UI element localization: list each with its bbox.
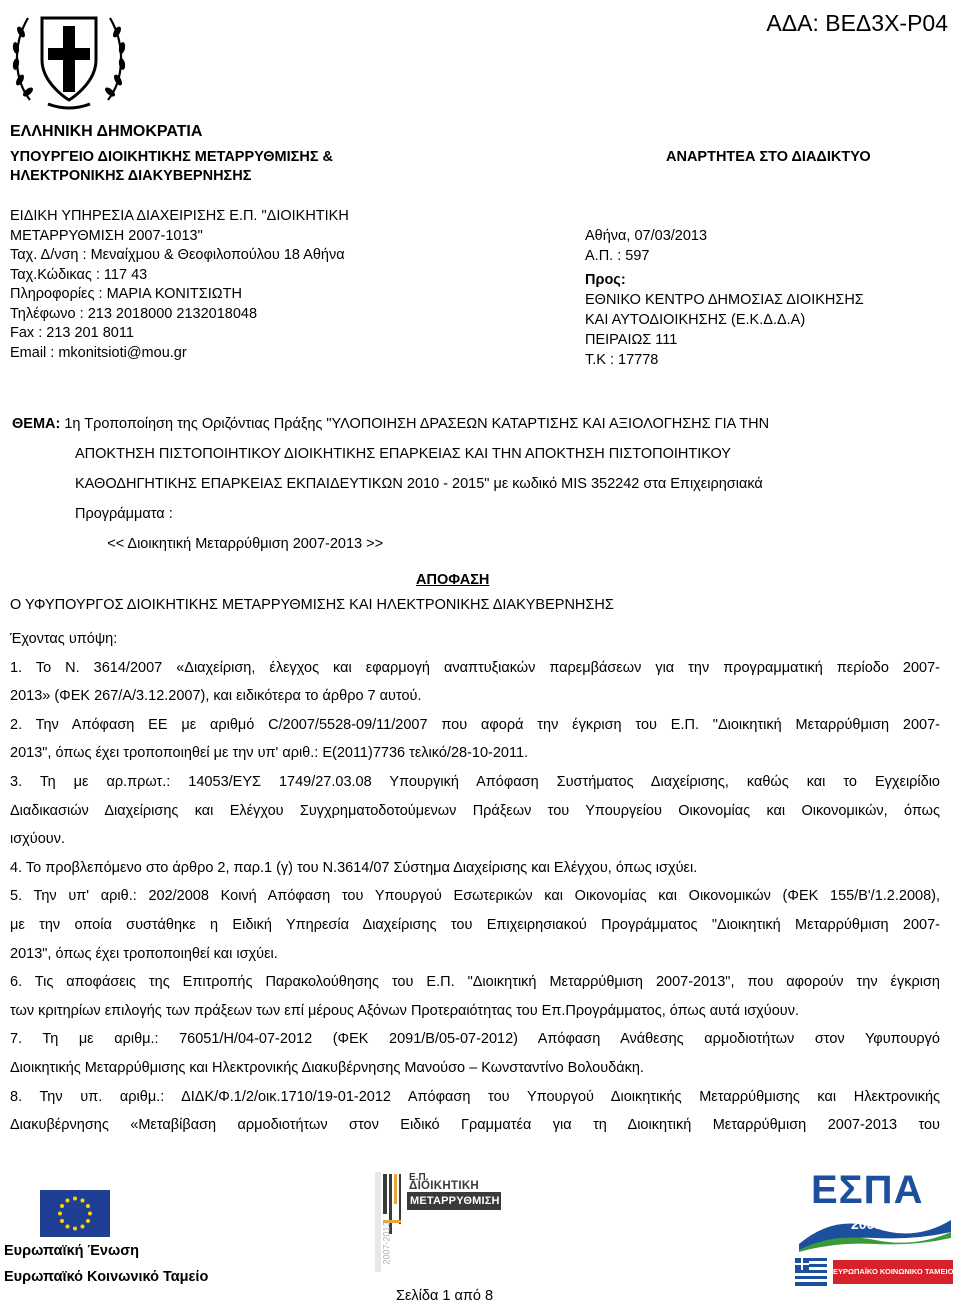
list-item: 6. Τις αποφάσεις της Επιτροπής Παρακολούθησης του Ε.Π. "Διοικητική Μεταρρύθμιση 2007-2013", που αφορούν την έγκριση <box>10 974 940 991</box>
subject-line: Προγράμματα : <box>75 506 173 522</box>
document-date: Αθήνα, 07/03/2013 <box>585 228 708 244</box>
subject-line: << Διοικητική Μεταρρύθμιση 2007-2013 >> <box>75 536 384 552</box>
publish-note: ΑΝΑΡΤΗΤΕΑ ΣΤΟ ΔΙΑΔΙΚΤΥΟ <box>666 149 871 165</box>
list-item: 7. Τη με αριθμ.: 76051/Η/04-07-2012 (ΦΕΚ 2091/Β/05-07-2012) Απόφαση Ανάθεσης αρμοδιοτήτων στον Υφυπουργό <box>10 1031 940 1048</box>
decision-title: ΑΠΟΦΑΣΗ <box>416 572 490 588</box>
sender-fax: Fax : 213 201 8011 <box>10 325 134 341</box>
ministry-line-1: ΥΠΟΥΡΓΕΙΟ ΔΙΟΙΚΗΤΙΚΗΣ ΜΕΤΑΡΡΥΘΜΙΣΗΣ & <box>10 149 334 165</box>
list-item: 2. Την Απόφαση ΕΕ με αριθμό C/2007/5528-09/11/2007 που αφορά την έγκριση του Ε.Π. "Διοικητική Μεταρρύθμιση 2007- <box>10 716 940 733</box>
list-item: 8. Την υπ. αριθμ.: ΔΙΔΚ/Φ.1/2/οικ.1710/19-01-2012 Απόφαση του Υπουργού Διοικητικής Μεταρρύθμισης και Ηλεκτρονικής <box>10 1088 940 1105</box>
list-item: Διαδικασιών Διαχείρισης και Ελέγχου Συγχρηματοδοτούμενων Πράξεων του Υπουργείου Οικονομίας και Οικονομικών, όπως <box>10 802 940 819</box>
list-item: των κριτηρίων επιλογής των πράξεων των επί μέρους Αξόνων Προτεραιότητας του Επ.Προγράμματος, όπως αυτά ισχύουν. <box>10 1002 799 1019</box>
subject-line: ΚΑΘΟΔΗΓΗΤΙΚΗΣ ΕΠΑΡΚΕΙΑΣ ΕΚΠΑΙΔΕΥΤΙΚΩΝ 2010 - 2015" με κωδικό MIS 352242 στα Επιχειρησιακά <box>75 476 763 492</box>
list-item: 3. Τη με αρ.πρωτ.: 14053/ΕΥΣ 1749/27.03.08 Υπουργική Απόφαση Συστήματος Διαχείρισης, καθώς και το Εγχειρίδιο <box>10 773 940 790</box>
list-item: Διακυβέρνησης «Μεταβίβαση αρμοδιοτήτων στον Ειδικό Γραμματέα για τη Διοικητική Μεταρρύθμιση 2007-2013 του <box>10 1117 940 1134</box>
greek-flag-icon <box>795 1258 827 1286</box>
list-item: 5. Την υπ' αριθ.: 202/2008 Κοινή Απόφαση του Υπουργού Εσωτερικών και Οικονομίας και Οικονομικών (ΦΕΚ 155/Β'/1.2.2008), <box>10 888 940 905</box>
eu-flag-icon <box>40 1190 110 1237</box>
list-item: 2013", όπως έχει τροποποιηθεί με την υπ' αριθ.: Ε(2011)7736 τελικό/28-10-2011. <box>10 745 529 762</box>
recipient-line: ΠΕΙΡΑΙΩΣ 111 <box>585 332 678 348</box>
espa-fund-label: ΕΥΡΩΠΑΪΚΟ ΚΟΙΝΩΝΙΚΟ ΤΑΜΕΙΟ <box>833 1260 953 1284</box>
eu-label: Ευρωπαϊκή Ένωση <box>4 1243 139 1259</box>
considering-heading: Έχοντας υπόψη: <box>10 631 118 647</box>
list-item: Διοικητικής Μεταρρύθμισης και Ηλεκτρονικής Διακυβέρνησης Μανούσο – Κωνσταντίνο Βολουδάκη. <box>10 1059 644 1076</box>
recipient-line: ΚΑΙ ΑΥΤΟΔΙΟΙΚΗΣΗΣ (Ε.Κ.Δ.Δ.Α) <box>585 312 806 328</box>
recipient-line: ΕΘΝΙΚΟ ΚΕΝΤΡΟ ΔΗΜΟΣΙΑΣ ΔΙΟΙΚΗΣΗΣ <box>585 292 864 308</box>
espa-years: 2007-2013 <box>851 1216 918 1232</box>
ada-code: ΑΔΑ: ΒΕΔ3Χ-Ρ04 <box>766 10 948 36</box>
ministry-line-2: ΗΛΕΚΤΡΟΝΙΚΗΣ ΔΙΑΚΥΒΕΡΝΗΣΗΣ <box>10 168 252 184</box>
sender-contact-person: Πληροφορίες : ΜΑΡΙΑ ΚΟΝΙΤΣΙΩΤΗ <box>10 286 242 302</box>
greek-emblem-icon <box>8 0 130 112</box>
protocol-number: Α.Π. : 597 <box>585 248 650 264</box>
recipient-block <box>585 290 864 370</box>
sender-address: Ταχ. Δ/νση : Μεναίχμου & Θεοφιλοπούλου 18 Αθήνα <box>10 247 345 263</box>
espa-wordmark: ΕΣΠΑ <box>811 1168 924 1212</box>
sender-line: ΕΙΔΙΚΗ ΥΠΗΡΕΣΙΑ ΔΙΑΧΕΙΡΙΣΗΣ Ε.Π. "ΔΙΟΙΚΗΤΙΚΗ <box>10 208 349 224</box>
sender-line: ΜΕΤΑΡΡΥΘΜΙΣΗ 2007-1013" <box>10 227 203 244</box>
recipient-label: Προς: <box>585 272 626 288</box>
ep-small-label: Ε.Π. <box>409 1172 429 1183</box>
list-item: 2013", όπως έχει τροποποιηθεί και ισχύει. <box>10 945 278 962</box>
ep-line-1: ΔΙΟΙΚΗΤΙΚΗ <box>409 1180 480 1192</box>
list-item: 4. Το προβλεπόμενο στο άρθρο 2, παρ.1 (γ) του Ν.3614/07 Σύστημα Διαχείρισης και Ελέγχου, όπως ισχύει. <box>10 859 698 876</box>
list-item: 2013» (ΦΕΚ 267/Α/3.12.2007), και ειδικότερα το άρθρο 7 αυτού. <box>10 688 422 705</box>
ep-years: 2007-2013 <box>381 1221 392 1265</box>
ep-administrative-reform-logo <box>373 1168 505 1278</box>
republic-title: ΕΛΛΗΝΙΚΗ ΔΗΜΟΚΡΑΤΙΑ <box>10 123 203 140</box>
sender-email: Email : mkonitsioti@mou.gr <box>10 344 187 361</box>
page-number: Σελίδα 1 από 8 <box>396 1288 494 1304</box>
recipient-postcode: Τ.Κ : 17778 <box>585 352 659 368</box>
sender-postcode: Ταχ.Κώδικας : 117 43 <box>10 266 148 283</box>
espa-logo <box>795 1168 955 1290</box>
considering-list <box>10 625 940 1140</box>
subject-line: ΑΠΟΚΤΗΣΗ ΠΙΣΤΟΠΟΙΗΤΙΚΟΥ ΔΙΟΙΚΗΤΙΚΗΣ ΕΠΑΡΚΕΙΑΣ ΚΑΙ ΤΗΝ ΑΠΟΚΤΗΣΗ ΠΙΣΤΟΠΟΙΗΤΙΚΟΥ <box>75 446 731 462</box>
sender-block <box>10 207 349 363</box>
ep-line-2: ΜΕΤΑΡΡΥΘΜΙΣΗ <box>410 1195 500 1207</box>
esf-label: Ευρωπαϊκό Κοινωνικό Ταμείο <box>4 1269 209 1285</box>
subject-block <box>12 409 948 559</box>
subject-line: 1η Τροποποίηση της Οριζόντιας Πράξης "ΥΛΟΠΟΙΗΣΗ ΔΡΑΣΕΩΝ ΚΑΤΑΡΤΙΣΗΣ ΚΑΙ ΑΞΙΟΛΟΓΗΣΗΣ ΓΙΑ ΤΗΝ <box>60 416 770 432</box>
list-item: με την οποία συστάθηκε η Ειδική Υπηρεσία Διαχείρισης του Επιχειρησιακού Προγράμματος "Διοικητική Μεταρρύθμιση 2007- <box>10 916 940 933</box>
list-item: 1. Το Ν. 3614/2007 «Διαχείριση, έλεγχος και εφαρμογή αναπτυξιακών παρεμβάσεων για την προγραμματική περίοδο 2007- <box>10 659 940 676</box>
list-item: ισχύουν. <box>10 831 65 848</box>
sender-phone: Τηλέφωνο : 213 2018000 2132018048 <box>10 305 258 322</box>
minister-title: Ο ΥΦΥΠΟΥΡΓΟΣ ΔΙΟΙΚΗΤΙΚΗΣ ΜΕΤΑΡΡΥΘΜΙΣΗΣ ΚΑΙ ΗΛΕΚΤΡΟΝΙΚΗΣ ΔΙΑΚΥΒΕΡΝΗΣΗΣ <box>10 597 614 613</box>
subject-label: ΘΕΜΑ: <box>12 416 61 432</box>
